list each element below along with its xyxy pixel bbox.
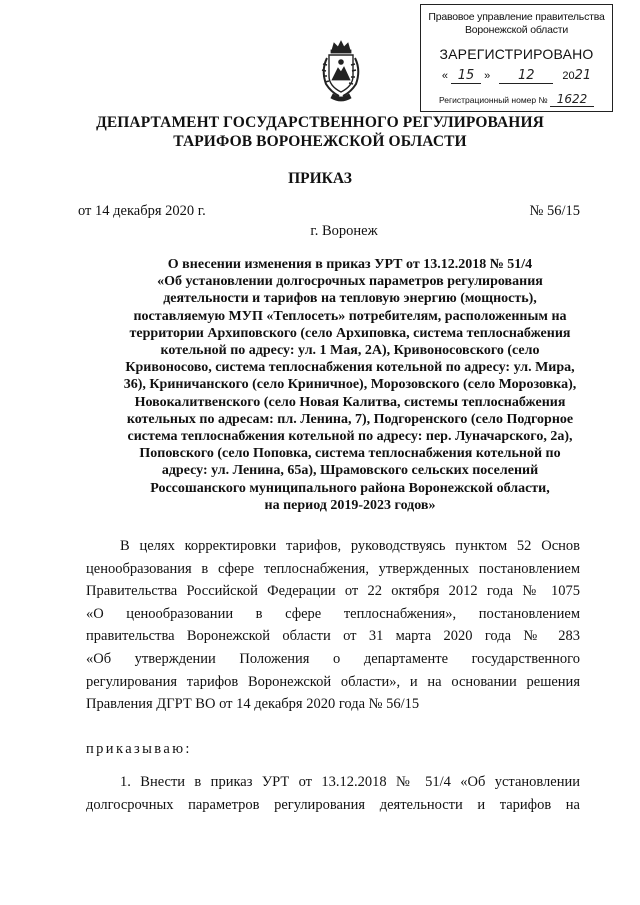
subject-line: Поповского (село Поповка, система теплоснабжения котельной по (139, 446, 561, 462)
stamp-date (421, 68, 612, 86)
subject-line: котельных по адресам: пл. Ленина, 7), Подгоренского (село Подгорное (126, 411, 574, 427)
stamp-month: 12 (518, 68, 535, 83)
subject-line: деятельности и тарифов на тепловую энергию (мощность), (163, 291, 537, 307)
registration-stamp (420, 4, 613, 112)
stamp-reg-number-row (439, 92, 612, 107)
stamp-close-quote: » (484, 70, 491, 82)
stamp-day: 15 (457, 68, 475, 83)
subject-line: «Об установлении долгосрочных параметров регулирования (157, 274, 543, 290)
preamble-line: Правления ДГРТ ВО от 14 декабря 2020 года № 56/15 (86, 696, 420, 713)
subject-line: Кривоносово, система теплоснабжения котельной по адресу: ул. Мира, (125, 360, 575, 376)
subject-line: Новокалитвенского (село Новая Калитва, системы теплоснабжения (134, 394, 566, 410)
document-city: г. Воронеж (310, 223, 378, 239)
stamp-year-prefix: 20 (562, 70, 575, 82)
subject-line: территории Архиповского (село Архиповка, система теплоснабжения (129, 325, 571, 341)
preamble-line: ценообразования в сфере теплоснабжения, утвержденных постановлением (86, 560, 580, 577)
stamp-org-line-2: Воронежской области (464, 24, 569, 36)
document-number: № 56/15 (529, 203, 580, 219)
subject-line: 36), Криничанского (село Криничное), Морозовского (село Морозовка), (123, 377, 577, 393)
subject-line: на период 2019-2023 годов» (264, 497, 436, 513)
document-subject (100, 256, 600, 514)
preamble-line: В целях корректировки тарифов, руководствуясь пунктом 52 Основ (120, 538, 580, 554)
subject-line: поставляемую МУП «Теплосеть» потребителям, расположенным на (133, 308, 567, 324)
item-line: 1. Внести в приказ УРТ от 13.12.2018 № 51/4 «Об установлении (120, 774, 580, 790)
preamble-line: «О ценообразовании в сфере теплоснабжения», постановлением (86, 605, 580, 622)
preamble-line: «Об утверждении Положения о департаменте государственного (86, 650, 580, 667)
subject-line: система теплоснабжения котельной по адресу: пер. Луначарского, 2а), (127, 429, 573, 445)
coat-of-arms-icon (320, 40, 362, 102)
order-word: приказываю: (86, 741, 192, 757)
document-type: ПРИКАЗ (288, 170, 352, 187)
stamp-status: ЗАРЕГИСТРИРОВАНО (439, 46, 594, 62)
preamble-line: регулирования тарифов Воронежской области», и на основании решения (86, 673, 580, 690)
preamble-paragraph (86, 535, 580, 716)
subject-line: О внесении изменения в приказ УРТ от 13.12.2018 № 51/4 (167, 257, 533, 272)
department-line-1: ДЕПАРТАМЕНТ ГОСУДАРСТВЕННОГО РЕГУЛИРОВАНИЯ (96, 114, 544, 131)
stamp-reg-number: 1622 (556, 92, 588, 106)
department-name (0, 113, 640, 151)
subject-line: Россошанского муниципального района Воронежской области, (150, 480, 550, 496)
department-line-2: ТАРИФОВ ВОРОНЕЖСКОЙ ОБЛАСТИ (173, 133, 467, 150)
item-line: долгосрочных параметров регулирования деятельности и тарифов на (86, 796, 580, 813)
stamp-org-line-1: Правовое управление правительства (428, 11, 605, 23)
stamp-organization (421, 11, 612, 37)
stamp-year-suffix: 21 (574, 68, 592, 83)
subject-line: адресу: ул. Ленина, 65а), Шрамовского сельских поселений (161, 463, 539, 479)
subject-line: котельной по адресу: ул. 1 Мая, 2А), Кривоносовского (село (160, 343, 540, 359)
preamble-line: Правительства Российской Федерации от 22 октября 2012 года № 1075 (86, 583, 580, 600)
stamp-reg-label: Регистрационный номер № (439, 95, 548, 105)
preamble-line: правительства Воронежской области от 31 марта 2020 года № 283 (86, 628, 580, 645)
document-date: от 14 декабря 2020 г. (78, 203, 206, 219)
stamp-open-quote: « (441, 70, 448, 82)
order-item-1 (86, 771, 580, 816)
